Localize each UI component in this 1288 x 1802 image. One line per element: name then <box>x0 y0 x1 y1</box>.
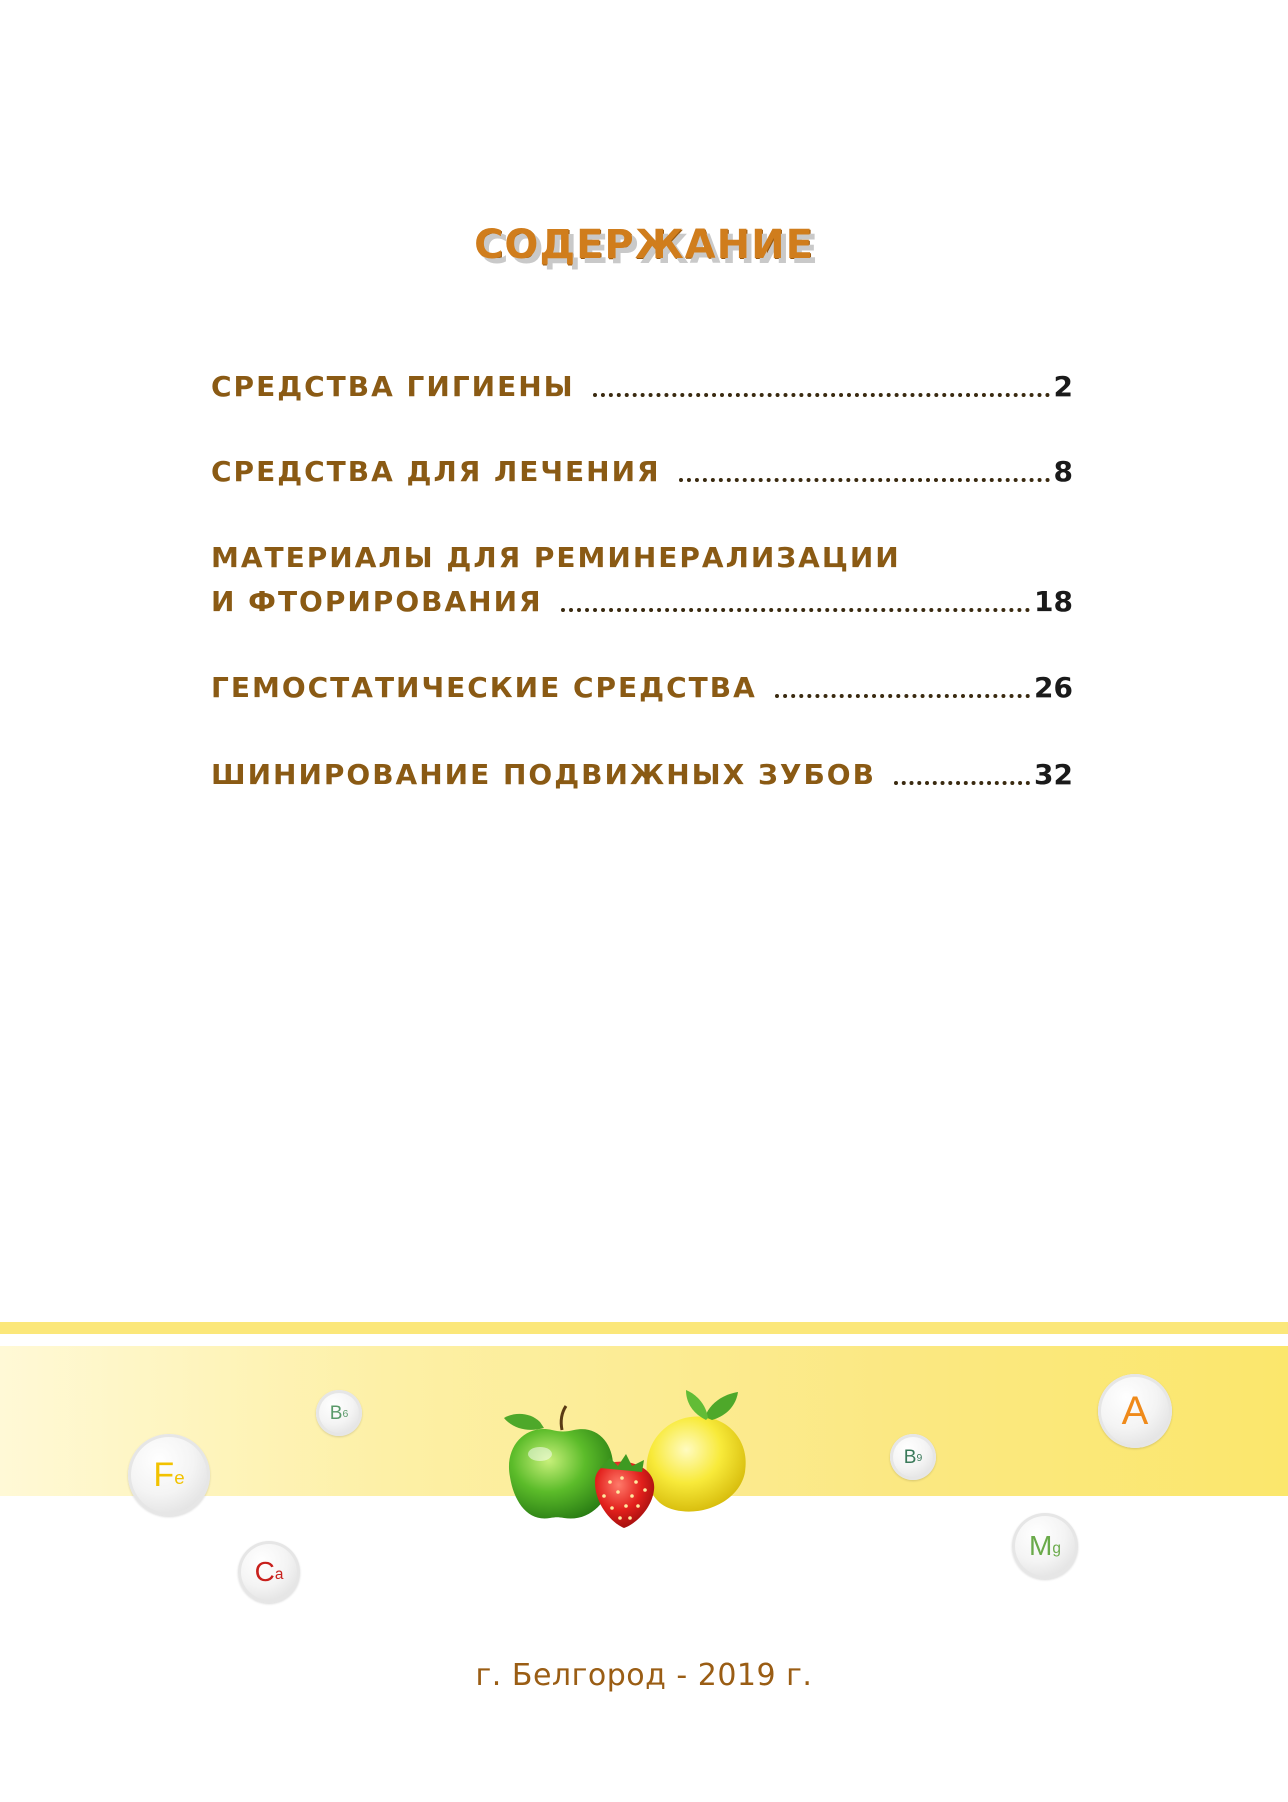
footer-city-year: г. Белгород - 2019 г. <box>475 1658 813 1693</box>
bubble-symbol: B <box>903 1446 917 1468</box>
bubble-symbol: B <box>329 1402 343 1424</box>
bubble-subscript: 9 <box>916 1453 923 1465</box>
toc-entry-label: СРЕДСТВА ГИГИЕНЫ <box>211 370 575 403</box>
toc-leader-dots <box>561 608 1030 612</box>
toc-entry-label: МАТЕРИАЛЫ ДЛЯ РЕМИНЕРАЛИЗАЦИИ <box>211 541 901 574</box>
toc-entry-page: 32 <box>1034 758 1073 791</box>
toc-leader-dots <box>775 694 1030 698</box>
bubble-symbol: C <box>254 1556 275 1587</box>
bubble-subscript: e <box>174 1467 185 1489</box>
toc-leader-dots <box>679 478 1050 482</box>
toc-entry-page: 18 <box>1034 585 1073 618</box>
toc-leader-dots <box>593 393 1050 397</box>
toc-entry-line1[interactable] <box>211 538 1073 574</box>
vitamin-bubble-b6 <box>316 1390 362 1436</box>
toc-entry[interactable] <box>211 755 1073 791</box>
lemon-icon <box>647 1390 746 1512</box>
bubble-symbol: M <box>1029 1530 1053 1561</box>
vitamin-bubble-ca <box>238 1541 300 1603</box>
vitamin-bubble-b9 <box>890 1434 936 1480</box>
toc-entry-label: И ФТОРИРОВАНИЯ <box>211 585 543 618</box>
vitamin-bubble-a <box>1098 1374 1172 1448</box>
toc-entry-page: 2 <box>1053 370 1073 403</box>
toc-leader-dots <box>894 781 1030 785</box>
vitamin-bubble-fe <box>128 1434 210 1516</box>
toc-entry-page: 26 <box>1034 671 1073 704</box>
bubble-symbol: A <box>1121 1389 1149 1433</box>
bubble-subscript: a <box>274 1565 284 1583</box>
toc-entry[interactable] <box>211 367 1073 403</box>
toc-entry[interactable] <box>211 668 1073 704</box>
toc-entry-label: ГЕМОСТАТИЧЕСКИЕ СРЕДСТВА <box>211 671 757 704</box>
toc-entry[interactable] <box>211 452 1073 488</box>
toc-entry-label: СРЕДСТВА ДЛЯ ЛЕЧЕНИЯ <box>211 455 661 488</box>
toc-entry-label: ШИНИРОВАНИЕ ПОДВИЖНЫХ ЗУБОВ <box>211 758 876 791</box>
vitamin-bubble-mg <box>1012 1513 1078 1579</box>
bubble-subscript: 6 <box>342 1409 349 1421</box>
decor-band-stripe <box>0 1322 1288 1334</box>
apple-icon <box>504 1406 613 1519</box>
strawberry-icon <box>595 1454 654 1528</box>
page-title: СОДЕРЖАНИЕ <box>474 222 814 268</box>
toc-entry[interactable] <box>211 582 1073 618</box>
fruits-illustration <box>500 1382 760 1532</box>
bubble-subscript: g <box>1052 1539 1061 1557</box>
bubble-symbol: F <box>153 1456 175 1494</box>
toc-entry-page: 8 <box>1053 455 1073 488</box>
